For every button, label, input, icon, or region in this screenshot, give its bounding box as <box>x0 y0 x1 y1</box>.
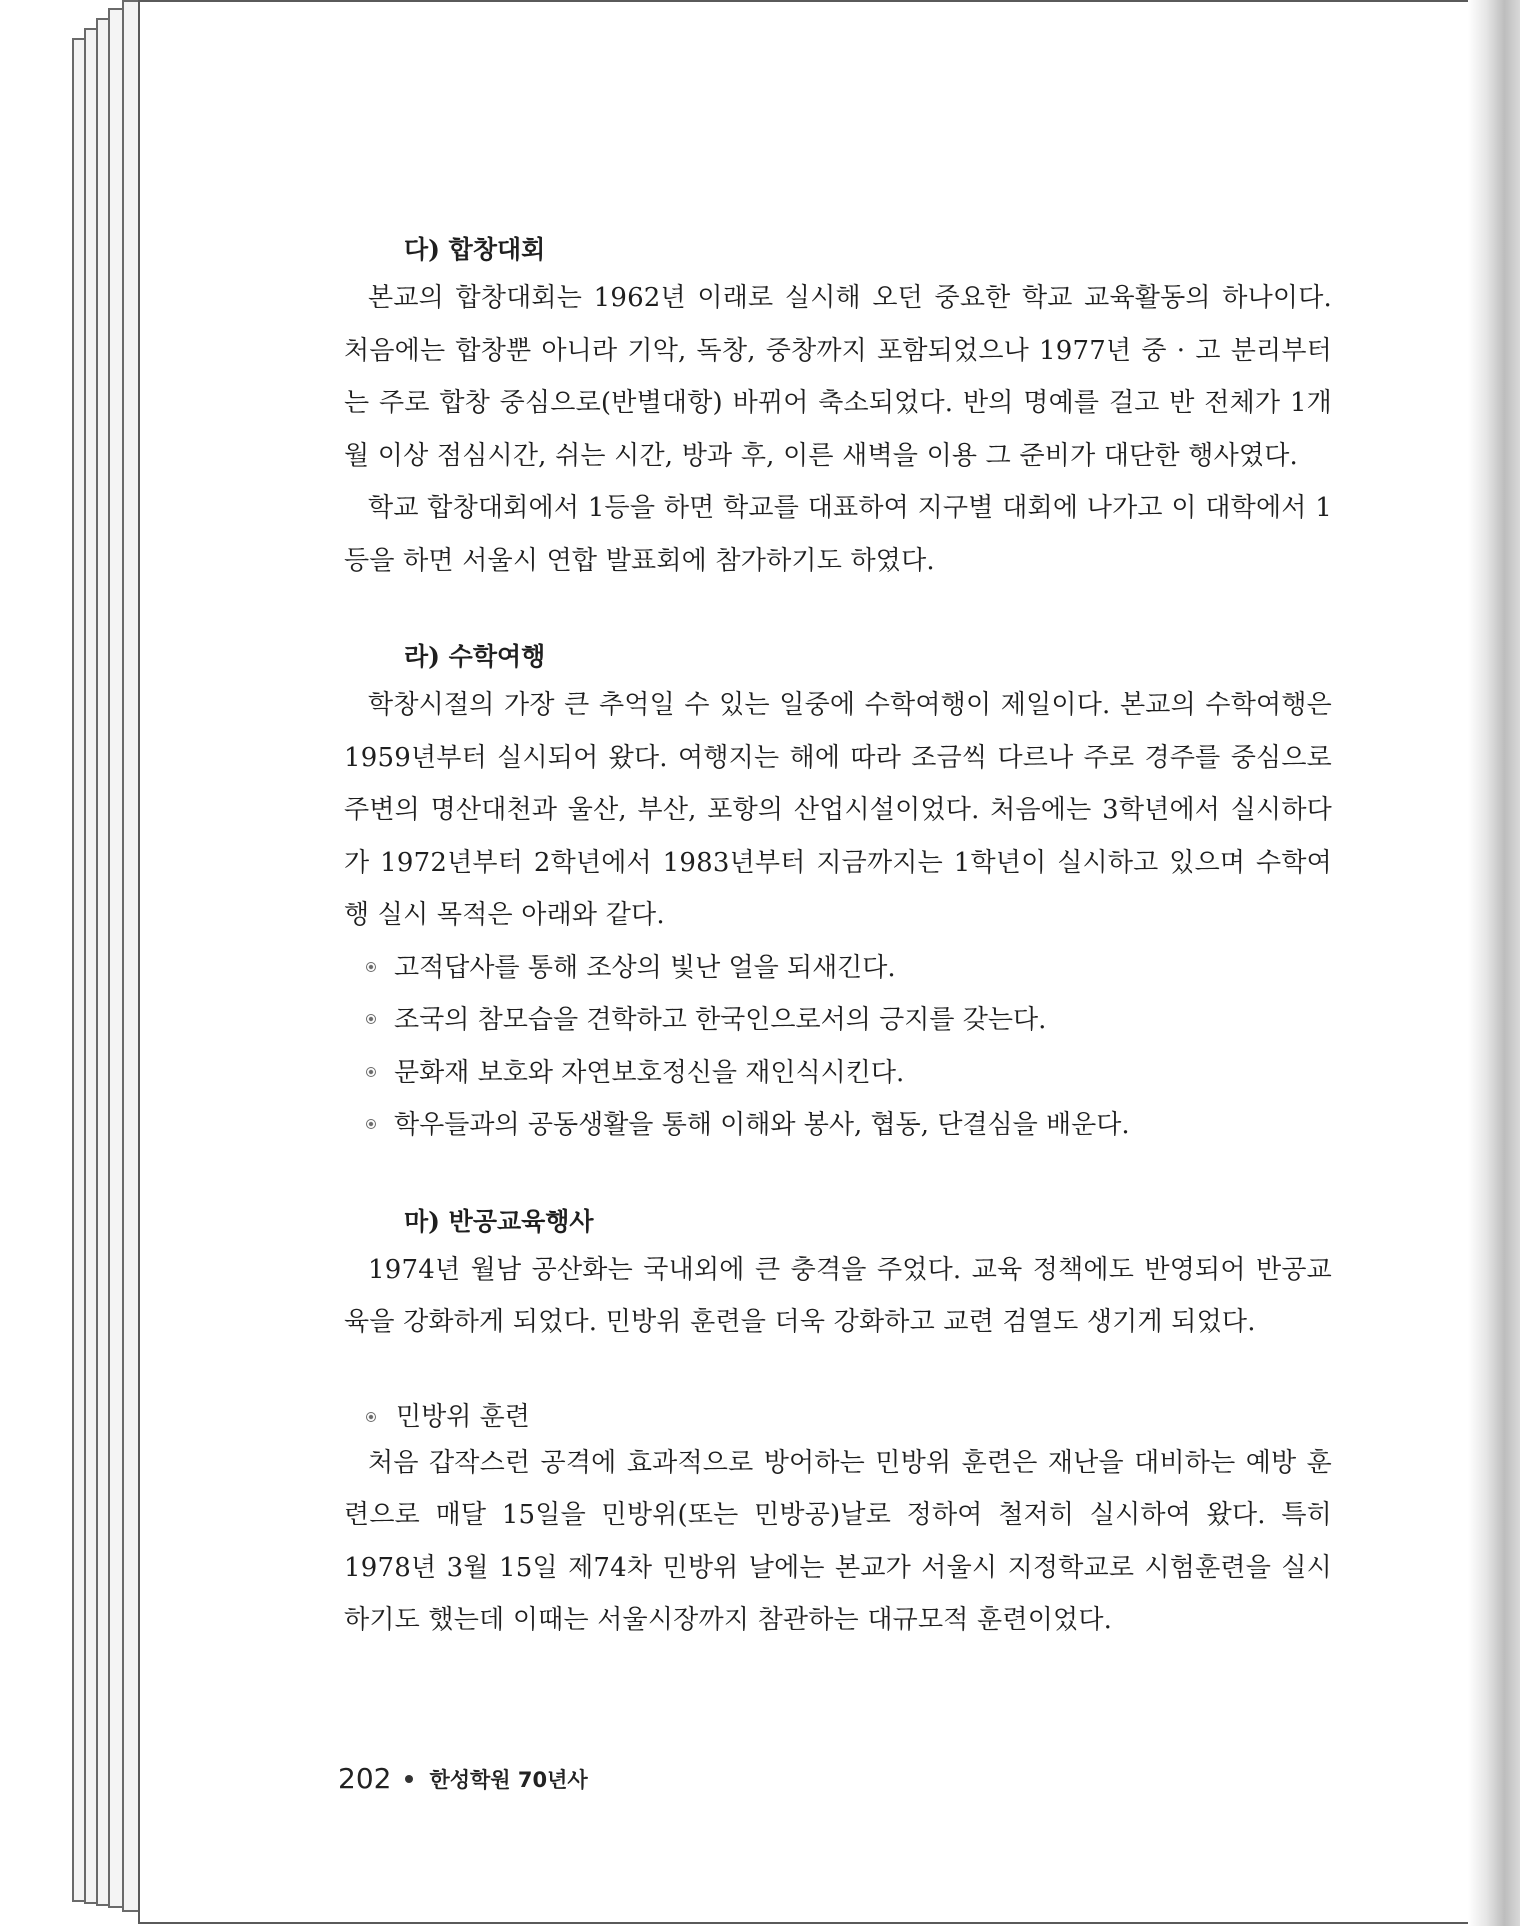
list-item: 고적답사를 통해 조상의 빛난 얼을 되새긴다. <box>366 942 1332 995</box>
bullet-icon <box>366 1119 376 1129</box>
paragraph: 처음 갑작스런 공격에 효과적으로 방어하는 민방위 훈련은 재난을 대비하는 예방 훈련으로 매달 15일을 민방위(또는 민방공)날로 정하여 철저히 실시하여 왔다. 특히 1978년 3월 15일 제74차 민방위 날에는 본교가 서울시 지정학교로 시험훈련을 실시하기도 했는데 이때는 서울시장까지 참관하는 대규모적 훈련이었다. <box>344 1447 1332 1635</box>
page-shadow <box>1468 0 1520 1926</box>
section-anticommunism-education <box>344 1204 1332 1647</box>
list-item: 문화재 보호와 자연보호정신을 재인식시킨다. <box>366 1047 1332 1100</box>
paragraph: 학교 합창대회에서 1등을 하면 학교를 대표하여 지구별 대회에 나가고 이 대학에서 1등을 하면 서울시 연합 발표회에 참가하기도 하였다. <box>344 493 1332 576</box>
list-item: 학우들과의 공동생활을 통해 이해와 봉사, 협동, 단결심을 배운다. <box>366 1099 1332 1152</box>
page-footer <box>338 1762 588 1795</box>
subheading: 민방위 훈련 <box>344 1397 1332 1437</box>
page-number: 202 <box>338 1762 392 1795</box>
bullet-icon <box>366 1412 376 1422</box>
bullet-icon <box>366 1067 376 1077</box>
book-title: 한성학원 70년사 <box>429 1767 588 1792</box>
section-choir-contest <box>344 232 1332 587</box>
paragraph: 본교의 합창대회는 1962년 이래로 실시해 오던 중요한 학교 교육활동의 하나이다. 처음에는 합창뿐 아니라 기악, 독창, 중창까지 포함되었으나 1977년 중 · 고 분리부터는 주로 합창 중심으로(반별대항) 바뀌어 축소되었다. 반의 명예를 걸고 반 전체가 1개월 이상 점심시간, 쉬는 시간, 방과 후, 이른 새벽을 이용 그 준비가 대단한 행사였다. <box>344 283 1332 471</box>
section-title: 다) 합창대회 <box>404 235 546 264</box>
section-title: 마) 반공교육행사 <box>404 1206 594 1236</box>
paragraph: 학창시절의 가장 큰 추억일 수 있는 일중에 수학여행이 제일이다. 본교의 수학여행은 1959년부터 실시되어 왔다. 여행지는 해에 따라 조금씩 다르나 주로 경주를 중심으로 주변의 명산대천과 울산, 부산, 포항의 산업시설이었다. 처음에는 3학년에서 실시하다가 1972년부터 2학년에서 1983년부터 지금까지는 1학년이 실시하고 있으며 수학여행 실시 목적은 아래와 같다. <box>344 690 1332 930</box>
list-item: 조국의 참모습을 견학하고 한국인으로서의 긍지를 갖는다. <box>366 994 1332 1047</box>
bullet-icon <box>366 962 376 972</box>
paragraph: 1974년 월남 공산화는 국내외에 큰 충격을 주었다. 교육 정책에도 반영되어 반공교육을 강화하게 되었다. 민방위 훈련을 더욱 강화하고 교련 검열도 생기게 되었다. <box>344 1254 1332 1337</box>
separator-dot-icon <box>405 1775 413 1783</box>
section-school-trip <box>344 639 1332 1152</box>
section-title: 라) 수학여행 <box>404 642 546 671</box>
bullet-icon <box>366 1014 376 1024</box>
trip-purpose-list <box>344 942 1332 1152</box>
page-content <box>344 232 1332 1647</box>
